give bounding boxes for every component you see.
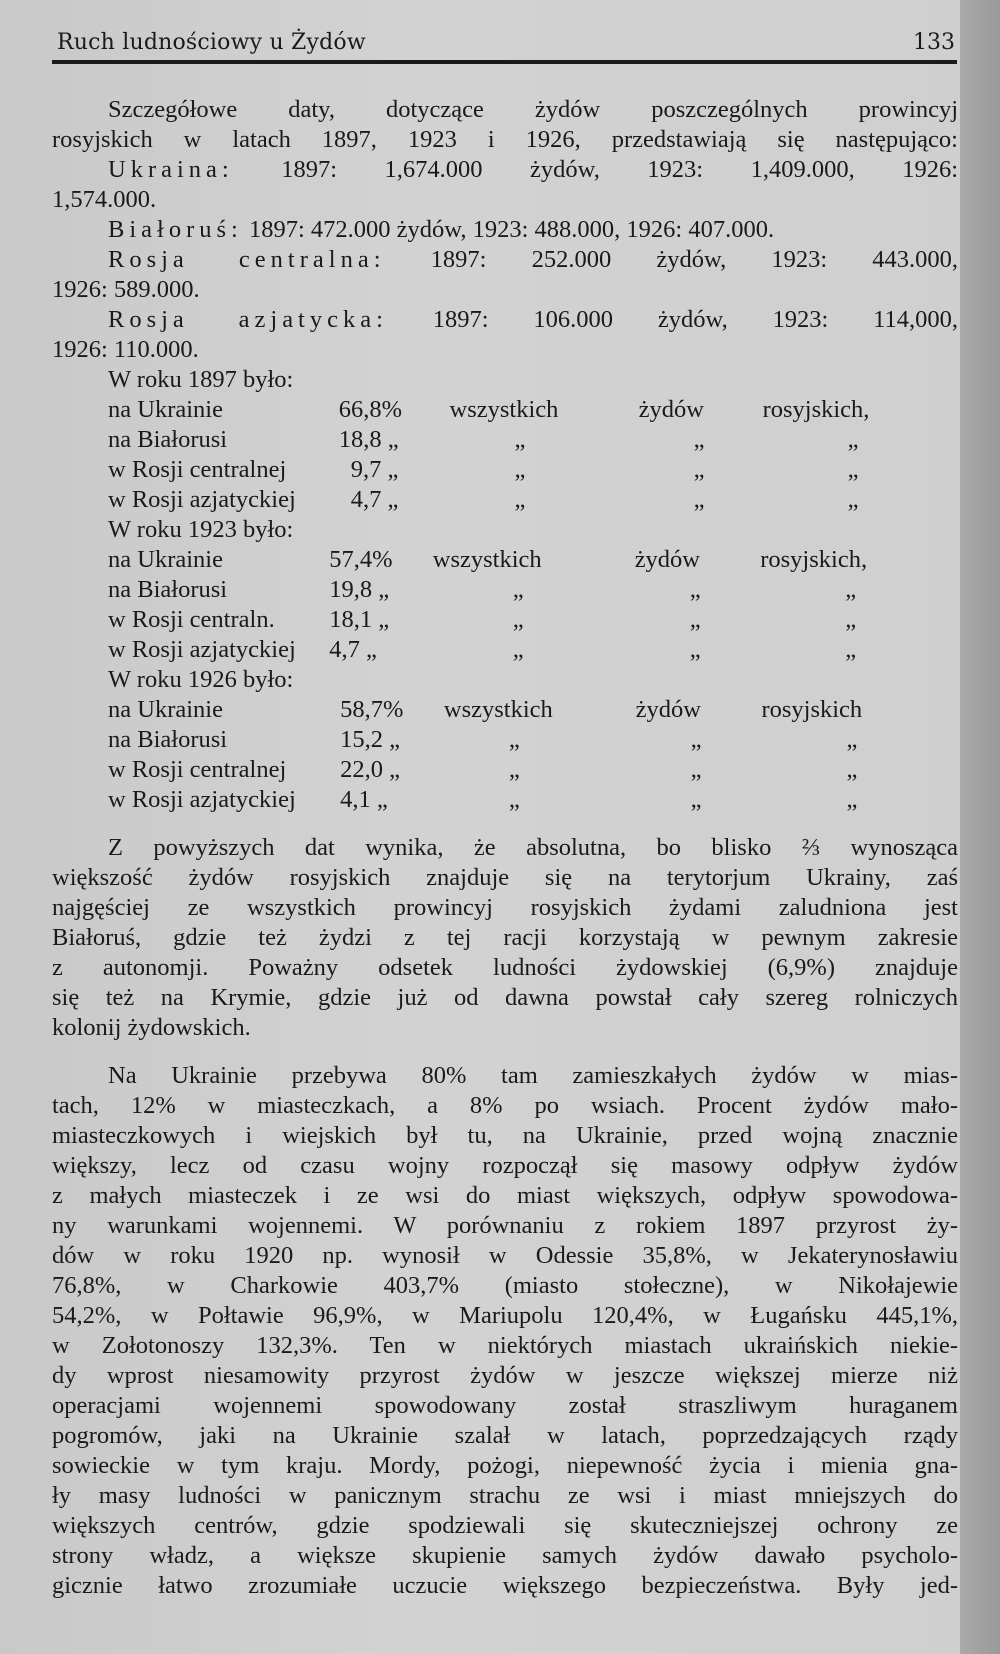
ditto-cell: „: [846, 786, 858, 813]
province-bialorus: [52, 215, 958, 245]
table-row: [108, 455, 958, 485]
ditto-cell: „: [845, 606, 857, 633]
text-line: się też na Krymie, gdzie już od dawna powstał cały szereg rolniczych: [52, 984, 958, 1011]
text-line: z autonomji. Poważny odsetek ludności żydowskiej (6,9%) znajduje: [52, 954, 958, 981]
text-line: dy wprost niesamowity przyrost żydów w jeszcze większej mierze niż: [52, 1362, 958, 1389]
region-cell: w Rosji azjatyckiej: [108, 636, 296, 663]
region-cell: w Rosji centralnej: [108, 456, 287, 483]
text-line: 1,574.000.: [52, 186, 157, 213]
text-line: Na Ukrainie przebywa 80% tam zamieszkałych żydów w mias-: [108, 1062, 958, 1089]
text-line: najgęściej ze wszystkich prowincyj rosyjskich żydami zaludniona jest: [52, 894, 958, 921]
text-line: większy, lecz od czasu wojny rozpoczął się masowy odpływ żydów: [52, 1152, 958, 1179]
region-cell: na Ukrainie: [108, 546, 223, 573]
stats-table-1897: [108, 395, 958, 515]
province-figures: 1897: 1,674.000 żydów, 1923: 1,409.000, 1926:: [281, 156, 958, 183]
text-cell: wszystkich: [449, 396, 559, 423]
ditto-cell: „: [689, 576, 701, 603]
province-name: Rosja azjatycka:: [108, 306, 388, 333]
year-heading: W roku 1926 było:: [108, 666, 294, 693]
ditto-cell: „: [847, 456, 859, 483]
pct-cell: 4,7 „: [350, 486, 399, 513]
province-rosja-centralna: [52, 245, 958, 275]
region-cell: w Rosji centraln.: [108, 606, 275, 633]
region-cell: na Białorusi: [108, 426, 228, 453]
paragraph-conclusion: [52, 833, 958, 1043]
table-row: [108, 395, 958, 425]
region-cell: w Rosji azjatyckiej: [108, 786, 296, 813]
table-row: [108, 575, 958, 605]
province-name: Ukraina:: [108, 156, 234, 183]
ditto-cell: „: [690, 756, 702, 783]
text-line: ny warunkami wojennemi. W porównaniu z rokiem 1897 przyrost ży-: [52, 1212, 958, 1239]
ditto-cell: „: [690, 786, 702, 813]
ditto-cell: „: [846, 726, 858, 753]
table-row: [108, 755, 958, 785]
text-line: Z powyższych dat wynika, że absolutna, bo blisko ⅔ wynosząca: [108, 834, 958, 861]
table-row: [108, 725, 958, 755]
header-rule: [52, 60, 957, 64]
pct-cell: 18,1 „: [329, 606, 390, 633]
region-cell: w Rosji azjatyckiej: [108, 486, 296, 513]
province-ukraina: [52, 155, 958, 185]
ditto-cell: „: [693, 486, 705, 513]
ditto-cell: „: [512, 576, 524, 603]
ditto-cell: „: [845, 636, 857, 663]
text-cell: żydów: [635, 696, 701, 723]
text-line: 54,2%, w Połtawie 96,9%, w Mariupolu 120,4%, w Ługańsku 445,1%,: [52, 1302, 958, 1329]
ditto-cell: „: [847, 426, 859, 453]
text-line: Szczegółowe daty, dotyczące żydów poszczególnych prowincyj: [108, 96, 958, 123]
text-line: większość żydów rosyjskich znajduje się na terytorjum Ukrainy, zaś: [52, 864, 958, 891]
body-text: [52, 95, 958, 1601]
text-line: dów w roku 1920 np. wynosił w Odessie 35,8%, w Jekaterynosławiu: [52, 1242, 958, 1269]
ditto-cell: „: [514, 456, 526, 483]
table-row: [108, 605, 958, 635]
province-name: Białoruś:: [108, 216, 243, 243]
running-head: [55, 30, 955, 64]
pct-cell: 66,8%: [338, 396, 403, 423]
pct-cell: 58,7%: [340, 696, 404, 723]
ditto-cell: „: [512, 606, 524, 633]
text-cell: żydów: [638, 396, 704, 423]
ditto-cell: „: [514, 486, 526, 513]
text-line: gicznie łatwo zrozumiałe uczucie większego bezpieczeństwa. Były jed-: [52, 1572, 958, 1599]
ditto-cell: „: [690, 726, 702, 753]
text-line: Białoruś, gdzie też żydzi z tej racji korzystają w pewnym zakresie: [52, 924, 958, 951]
pct-cell: 9,7 „: [350, 456, 399, 483]
table-row: [108, 695, 958, 725]
text-cell: rosyjskich: [761, 696, 863, 723]
text-cell: rosyjskich,: [762, 396, 870, 423]
region-cell: w Rosji centralnej: [108, 756, 287, 783]
stats-table-1923: [108, 545, 958, 665]
region-cell: na Białorusi: [108, 576, 228, 603]
ditto-cell: „: [508, 786, 520, 813]
text-line: strony władz, a większe skupienie samych żydów dawało psycholo-: [52, 1542, 958, 1569]
pct-cell: 18,8 „: [338, 426, 399, 453]
text-line: 76,8%, w Charkowie 403,7% (miasto stołeczne), w Nikołajewie: [52, 1272, 958, 1299]
year-heading: W roku 1897 było:: [108, 366, 294, 393]
text-line: kolonij żydowskich.: [52, 1014, 251, 1041]
province-figures: 1897: 252.000 żydów, 1923: 443.000,: [430, 246, 959, 273]
province-name: Rosja centralna:: [108, 246, 386, 273]
pct-cell: 57,4%: [329, 546, 393, 573]
ditto-cell: „: [693, 426, 705, 453]
table-row: [108, 485, 958, 515]
year-heading: W roku 1923 było:: [108, 516, 294, 543]
pct-cell: 4,7 „: [329, 636, 377, 663]
region-cell: na Ukrainie: [108, 396, 223, 423]
table-row: [108, 425, 958, 455]
pct-cell: 15,2 „: [340, 726, 401, 753]
text-line: miasteczkowych i wiejskich był tu, na Ukrainie, przed wojną znacznie: [52, 1122, 958, 1149]
text-line: w Zołotonoszy 132,3%. Ten w niektórych miastach ukraińskich niekie-: [52, 1332, 958, 1359]
paragraph-ukraine: [52, 1061, 958, 1601]
facing-page-edge: [960, 0, 1000, 1654]
pct-cell: 4,1 „: [340, 786, 388, 813]
province-figures: 1897: 106.000 żydów, 1923: 114,000,: [432, 306, 958, 333]
chapter-title: Ruch ludnościowy u Żydów: [57, 30, 366, 55]
province-rosja-azjatycka: [52, 305, 958, 335]
text-line: większych centrów, gdzie spodziewali się skuteczniejszej ochrony ze: [52, 1512, 958, 1539]
ditto-cell: „: [514, 426, 526, 453]
ditto-cell: „: [508, 756, 520, 783]
page-number: 133: [913, 30, 955, 55]
ditto-cell: „: [845, 576, 857, 603]
text-line: pogromów, jaki na Ukrainie szalał w latach, poprzedzających rządy: [52, 1422, 958, 1449]
ditto-cell: „: [689, 606, 701, 633]
ditto-cell: „: [512, 636, 524, 663]
province-figures: 1897: 472.000 żydów, 1923: 488.000, 1926: 407.000.: [248, 216, 775, 243]
table-row: [108, 785, 958, 815]
text-line: 1926: 110.000.: [52, 336, 199, 363]
ditto-cell: „: [508, 726, 520, 753]
text-cell: rosyjskich,: [760, 546, 868, 573]
text-cell: wszystkich: [432, 546, 542, 573]
text-line: z małych miasteczek i ze wsi do miast większych, odpływ spowodowa-: [52, 1182, 958, 1209]
region-cell: na Ukrainie: [108, 696, 223, 723]
pct-cell: 19,8 „: [329, 576, 390, 603]
ditto-cell: „: [847, 486, 859, 513]
ditto-cell: „: [689, 636, 701, 663]
text-cell: wszystkich: [443, 696, 553, 723]
text-line: 1926: 589.000.: [52, 276, 200, 303]
region-cell: na Białorusi: [108, 726, 228, 753]
text-line: operacjami wojennemi spowodowany został straszliwym huraganem: [52, 1392, 958, 1419]
ditto-cell: „: [846, 756, 858, 783]
table-row: [108, 545, 958, 575]
text-line: rosyjskich w latach 1897, 1923 i 1926, przedstawiają się następująco:: [52, 126, 958, 153]
text-line: tach, 12% w miasteczkach, a 8% po wsiach. Procent żydów mało-: [52, 1092, 958, 1119]
table-row: [108, 635, 958, 665]
text-line: sowieckie w tym kraju. Mordy, pożogi, niepewność życia i mienia gna-: [52, 1452, 958, 1479]
pct-cell: 22,0 „: [340, 756, 401, 783]
stats-table-1926: [108, 695, 958, 815]
text-line: ły masy ludności w panicznym strachu ze wsi i miast mniejszych do: [52, 1482, 958, 1509]
text-cell: żydów: [634, 546, 701, 573]
ditto-cell: „: [693, 456, 705, 483]
